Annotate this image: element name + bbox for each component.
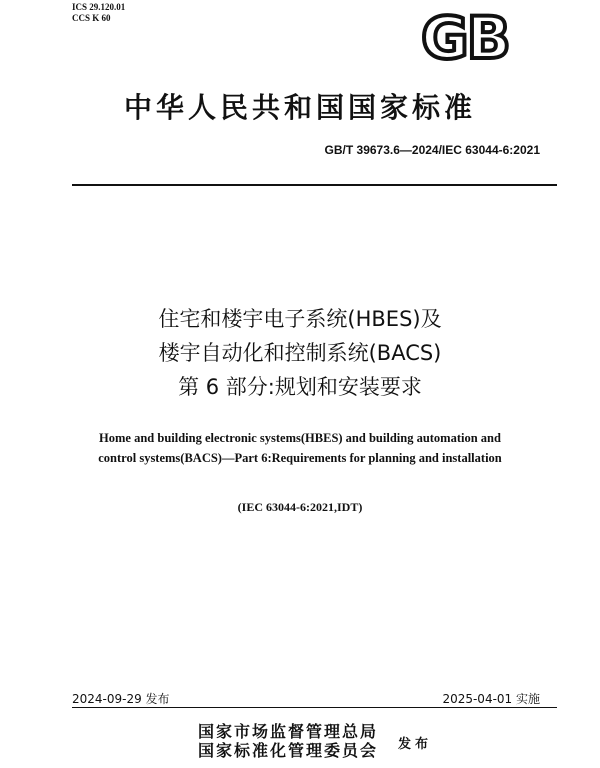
issuer-name: 国家标准化管理委员会 bbox=[198, 741, 379, 760]
equivalence-note: (IEC 63044-6:2021,IDT) bbox=[237, 500, 363, 514]
english-title-line: control systems(BACS)—Part 6:Requirements for planning and installation bbox=[98, 451, 502, 465]
english-title bbox=[0, 428, 600, 468]
gb-logo bbox=[406, 8, 524, 66]
classification-codes bbox=[72, 2, 125, 24]
standard-number: GB/T 39673.6—2024/IEC 63044-6:2021 bbox=[324, 143, 540, 157]
ics-code: ICS 29.120.01 bbox=[72, 2, 126, 12]
chinese-title-line: 楼宇自动化和控制系统(BACS) bbox=[158, 341, 442, 365]
header-divider bbox=[72, 184, 557, 186]
issuer-name: 国家市场监督管理总局 bbox=[198, 722, 379, 741]
ccs-code: CCS K 60 bbox=[72, 13, 111, 23]
footer-divider bbox=[72, 707, 557, 708]
issuing-authorities bbox=[198, 722, 378, 760]
publish-date: 2024-09-29 发布 bbox=[72, 692, 170, 706]
national-standard-title: 中华人民共和国国家标准 bbox=[123, 91, 476, 124]
gb-logo-text: GB bbox=[421, 8, 509, 66]
chinese-title-line: 住宅和楼宇电子系统(HBES)及 bbox=[158, 307, 442, 331]
release-label: 发布 bbox=[398, 737, 433, 752]
implement-date: 2025-04-01 实施 bbox=[442, 692, 540, 706]
chinese-title bbox=[0, 302, 600, 404]
english-title-line: Home and building electronic systems(HBES) and building automation and bbox=[99, 431, 501, 445]
chinese-title-line: 第 6 部分:规划和安装要求 bbox=[178, 375, 422, 399]
